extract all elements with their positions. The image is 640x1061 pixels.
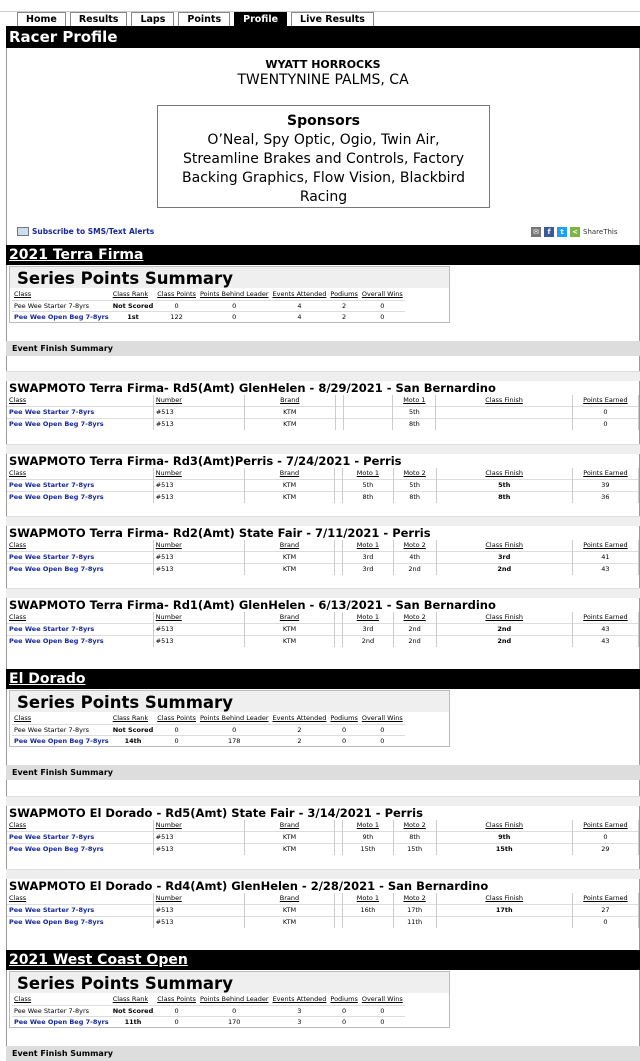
table-cell: 8th <box>393 418 436 430</box>
table-cell: 15th <box>393 843 436 855</box>
table-cell: 17th <box>393 904 436 916</box>
table-cell: 2 <box>271 735 329 746</box>
table-cell: #513 <box>153 563 244 575</box>
table-cell: 2nd <box>436 635 572 647</box>
series-points-heading: Series Points Summary <box>10 267 449 288</box>
table-row <box>12 724 405 735</box>
event-result <box>6 869 640 928</box>
table-cell: 43 <box>572 563 638 575</box>
event-result <box>6 516 640 575</box>
table-cell: 0 <box>328 724 359 735</box>
event-result <box>6 371 640 430</box>
series-points-table <box>12 993 405 1027</box>
event-finish-summary-heading: Event Finish Summary <box>6 765 640 780</box>
table-cell: 9th <box>343 831 394 843</box>
column-header: Class <box>7 612 153 623</box>
table-row <box>7 563 639 575</box>
table-cell: 2nd <box>393 623 436 635</box>
column-header: Number <box>153 468 244 479</box>
column-header: Class <box>7 468 153 479</box>
table-cell: #513 <box>153 491 244 503</box>
table-row <box>12 300 405 311</box>
event-result <box>6 444 640 503</box>
table-cell: 2nd <box>436 563 572 575</box>
table-cell: 4th <box>393 551 436 563</box>
column-header: Number <box>153 395 244 406</box>
table-cell: 5th <box>343 479 394 491</box>
column-header: Class <box>7 395 153 406</box>
table-cell: 2nd <box>343 635 394 647</box>
table-cell: 0 <box>328 1005 359 1016</box>
column-header <box>335 395 343 406</box>
series-points-table <box>12 288 405 322</box>
sms-subscribe-label: Subscribe to SMS/Text Alerts <box>32 227 155 236</box>
event-divider <box>6 588 640 598</box>
table-cell: 8th <box>393 831 436 843</box>
column-header: Number <box>153 893 244 904</box>
series-points-heading: Series Points Summary <box>10 972 449 993</box>
table-cell: KTM <box>244 418 335 430</box>
table-cell <box>335 843 343 855</box>
table-cell: 11th <box>111 1016 156 1027</box>
sponsors-heading: Sponsors <box>287 113 360 129</box>
event-results-table <box>7 468 639 503</box>
column-header: Class <box>14 289 32 298</box>
table-header-row <box>12 712 405 724</box>
series-heading[interactable]: 2021 West Coast Open <box>6 950 640 970</box>
table-cell: #513 <box>153 831 244 843</box>
racer-hometown: TWENTYNINE PALMS, CA <box>237 72 409 88</box>
table-cell: 178 <box>198 735 271 746</box>
table-cell: 0 <box>198 311 271 322</box>
class-link[interactable]: Pee Wee Starter 7-8yrs <box>7 904 153 916</box>
column-header: Overall Wins <box>361 994 403 1003</box>
table-row <box>7 843 639 855</box>
table-cell: KTM <box>244 843 335 855</box>
column-header: Class <box>7 540 153 551</box>
table-cell: 0 <box>155 1005 198 1016</box>
phone-icon <box>17 227 29 236</box>
column-header: Class Finish <box>436 612 572 623</box>
email-icon[interactable]: ✉ <box>531 227 541 237</box>
column-header: Class Finish <box>436 395 573 406</box>
table-cell <box>436 406 573 418</box>
table-cell: 2 <box>328 300 359 311</box>
column-header: Class Rank <box>112 289 149 298</box>
table-cell: 0 <box>572 406 638 418</box>
event-divider <box>6 371 640 381</box>
event-result <box>6 588 640 647</box>
table-cell: 2nd <box>393 635 436 647</box>
table-cell: 3 <box>271 1016 329 1027</box>
table-cell <box>335 406 343 418</box>
sharethis-icon[interactable]: < <box>570 227 580 237</box>
class-name: Pee Wee Starter 7-8yrs <box>12 1005 111 1016</box>
table-cell: 2 <box>328 311 359 322</box>
table-cell: 0 <box>572 916 638 928</box>
column-header: Class <box>7 893 153 904</box>
table-row <box>7 623 639 635</box>
class-link[interactable]: Pee Wee Open Beg 7-8yrs <box>7 418 153 430</box>
table-cell: 5th <box>393 479 436 491</box>
column-header: Moto 1 <box>343 540 394 551</box>
sponsors-list: O’Neal, Spy Optic, Ogio, Twin Air, Streamline Brakes and Controls, Factory Backing Graphics, Flow Vision, Blackbird Racing <box>182 132 465 205</box>
table-cell: 5th <box>436 479 572 491</box>
column-header: Moto 1 <box>343 612 394 623</box>
column-header: Points Earned <box>572 820 638 831</box>
class-link[interactable]: Pee Wee Starter 7-8yrs <box>7 551 153 563</box>
class-link[interactable]: Pee Wee Open Beg 7-8yrs <box>7 843 153 855</box>
table-cell: 8th <box>393 491 436 503</box>
table-cell: Not Scored <box>112 725 154 734</box>
table-cell: KTM <box>244 904 335 916</box>
table-cell: 27 <box>572 904 638 916</box>
column-header: Points Earned <box>572 468 638 479</box>
series-heading[interactable]: El Dorado <box>6 669 640 689</box>
table-cell: 41 <box>572 551 638 563</box>
table-cell: 16th <box>343 904 394 916</box>
table-cell: 14th <box>111 735 156 746</box>
table-cell: 43 <box>572 623 638 635</box>
table-cell: 8th <box>343 491 394 503</box>
table-header-row <box>7 612 639 623</box>
table-cell: 0 <box>198 1005 271 1016</box>
column-header: Points Behind Leader <box>199 713 269 722</box>
table-cell <box>335 418 343 430</box>
table-header-row <box>7 468 639 479</box>
column-header: Overall Wins <box>361 289 403 298</box>
event-results-table <box>7 395 639 430</box>
table-cell: 3 <box>271 1005 329 1016</box>
column-header: Points Behind Leader <box>199 994 269 1003</box>
column-header: Class Points <box>157 713 196 722</box>
table-cell: 0 <box>360 311 405 322</box>
column-header: Brand <box>244 820 335 831</box>
table-cell: 0 <box>155 300 198 311</box>
table-cell: 11th <box>393 916 436 928</box>
column-header: Moto 2 <box>393 612 436 623</box>
table-cell: #513 <box>153 916 244 928</box>
event-title: SWAPMOTO El Dorado - Rd4(Amt) GlenHelen - 2/28/2021 - San Bernardino <box>9 879 489 893</box>
table-cell: 29 <box>572 843 638 855</box>
table-row <box>12 1016 405 1027</box>
table-row <box>7 551 639 563</box>
table-cell <box>343 418 393 430</box>
class-link[interactable]: Pee Wee Open Beg 7-8yrs <box>7 916 153 928</box>
table-cell <box>343 406 393 418</box>
table-cell: 15th <box>343 843 394 855</box>
racer-name: WYATT HORROCKS <box>265 58 381 71</box>
table-cell <box>335 635 343 647</box>
table-cell: 4 <box>271 311 329 322</box>
column-header <box>335 540 343 551</box>
table-cell: 43 <box>572 635 638 647</box>
table-cell: 0 <box>328 735 359 746</box>
tab-points[interactable]: Points <box>178 12 230 27</box>
class-name: Pee Wee Starter 7-8yrs <box>12 300 111 311</box>
series-points-summary <box>9 266 450 323</box>
table-cell <box>335 904 343 916</box>
table-cell: 9th <box>436 831 572 843</box>
column-header: Points Earned <box>572 893 638 904</box>
table-cell: 3rd <box>343 623 394 635</box>
event-finish-summary-heading: Event Finish Summary <box>6 1046 640 1061</box>
table-cell: KTM <box>244 831 335 843</box>
table-cell <box>335 491 343 503</box>
table-cell: 3rd <box>343 563 394 575</box>
table-cell: 3rd <box>436 551 572 563</box>
sms-subscribe-link[interactable] <box>17 227 154 236</box>
column-header <box>335 612 343 623</box>
column-header: Class <box>7 820 153 831</box>
table-cell: #513 <box>153 843 244 855</box>
tab-profile[interactable]: Profile <box>234 12 287 27</box>
class-name[interactable]: Pee Wee Open Beg 7-8yrs <box>14 312 109 321</box>
table-cell: #513 <box>153 551 244 563</box>
table-cell: 36 <box>572 491 638 503</box>
column-header <box>343 395 393 406</box>
event-title: SWAPMOTO Terra Firma- Rd1(Amt) GlenHelen - 6/13/2021 - San Bernardino <box>9 598 496 612</box>
event-results-table <box>7 540 639 575</box>
table-cell: 0 <box>572 831 638 843</box>
series-points-summary <box>9 690 450 747</box>
column-header: Brand <box>244 395 335 406</box>
table-row <box>7 904 639 916</box>
column-header: Class Points <box>157 994 196 1003</box>
table-cell: 0 <box>155 1016 198 1027</box>
column-header: Events Attended <box>272 994 327 1003</box>
table-cell: 0 <box>360 735 405 746</box>
table-row <box>7 491 639 503</box>
class-link[interactable]: Pee Wee Starter 7-8yrs <box>7 406 153 418</box>
series-heading[interactable]: 2021 Terra Firma <box>6 245 640 265</box>
table-cell: #513 <box>153 904 244 916</box>
column-header: Moto 1 <box>343 468 394 479</box>
column-header: Podiums <box>330 994 358 1003</box>
event-finish-summary-heading: Event Finish Summary <box>6 341 640 356</box>
column-header: Moto 2 <box>393 540 436 551</box>
table-row <box>7 406 639 418</box>
column-header: Events Attended <box>272 713 327 722</box>
table-cell: #513 <box>153 623 244 635</box>
event-title: SWAPMOTO El Dorado - Rd5(Amt) State Fair - 3/14/2021 - Perris <box>9 806 423 820</box>
table-cell <box>436 916 572 928</box>
twitter-icon[interactable]: t <box>557 227 567 237</box>
column-header: Moto 2 <box>393 893 436 904</box>
series-points-summary <box>9 971 450 1028</box>
table-cell: 39 <box>572 479 638 491</box>
event-results-table <box>7 612 639 647</box>
column-header: Brand <box>244 468 335 479</box>
table-cell: KTM <box>244 491 335 503</box>
class-link[interactable]: Pee Wee Starter 7-8yrs <box>7 831 153 843</box>
table-cell <box>335 623 343 635</box>
column-header: Brand <box>244 612 335 623</box>
tab-results[interactable]: Results <box>70 12 128 27</box>
table-row <box>12 311 405 322</box>
column-header: Class Finish <box>436 893 572 904</box>
series-points-table <box>12 712 405 746</box>
table-cell: KTM <box>244 479 335 491</box>
table-cell: #513 <box>153 635 244 647</box>
column-header: Class Finish <box>436 820 572 831</box>
table-cell: 122 <box>155 311 198 322</box>
column-header: Class Rank <box>112 994 149 1003</box>
table-cell: #513 <box>153 418 244 430</box>
table-cell: 0 <box>360 1016 405 1027</box>
table-cell: #513 <box>153 406 244 418</box>
table-cell: 0 <box>328 1016 359 1027</box>
event-divider <box>6 796 640 806</box>
nav-tabs <box>17 12 374 27</box>
table-cell: 3rd <box>343 551 394 563</box>
table-cell <box>335 831 343 843</box>
page-title: Racer Profile <box>6 26 640 48</box>
table-cell: 1st <box>111 311 156 322</box>
table-cell: 15th <box>436 843 572 855</box>
table-cell: KTM <box>244 623 335 635</box>
table-cell: 2nd <box>436 623 572 635</box>
event-title: SWAPMOTO Terra Firma- Rd2(Amt) State Fair - 7/11/2021 - Perris <box>9 526 431 540</box>
class-link[interactable]: Pee Wee Starter 7-8yrs <box>7 479 153 491</box>
table-cell: KTM <box>244 916 335 928</box>
column-header: Podiums <box>330 713 358 722</box>
class-name[interactable]: Pee Wee Open Beg 7-8yrs <box>14 1017 109 1026</box>
column-header: Brand <box>244 540 335 551</box>
event-results-table <box>7 893 639 928</box>
table-header-row <box>7 540 639 551</box>
table-cell: 0 <box>572 418 638 430</box>
table-cell: 0 <box>360 1005 405 1016</box>
table-cell: 0 <box>360 300 405 311</box>
table-cell <box>335 916 343 928</box>
column-header: Class Points <box>157 289 196 298</box>
table-cell: 5th <box>393 406 436 418</box>
facebook-icon[interactable]: f <box>544 227 554 237</box>
table-cell: #513 <box>153 479 244 491</box>
table-row <box>7 831 639 843</box>
table-cell: Not Scored <box>112 1006 154 1015</box>
class-name: Pee Wee Starter 7-8yrs <box>12 724 111 735</box>
column-header: Brand <box>244 893 335 904</box>
column-header: Class <box>14 713 32 722</box>
column-header: Points Earned <box>572 540 638 551</box>
table-cell: 0 <box>155 735 198 746</box>
table-cell: 17th <box>436 904 572 916</box>
column-header: Points Earned <box>572 612 638 623</box>
table-cell: 0 <box>155 724 198 735</box>
table-cell: 2nd <box>393 563 436 575</box>
table-cell: 0 <box>198 724 271 735</box>
table-row <box>7 916 639 928</box>
class-link[interactable]: Pee Wee Open Beg 7-8yrs <box>7 635 153 647</box>
column-header: Events Attended <box>272 289 327 298</box>
share-bar <box>531 227 618 237</box>
table-cell <box>436 418 573 430</box>
table-cell: KTM <box>244 406 335 418</box>
table-cell <box>343 916 394 928</box>
table-row <box>12 1005 405 1016</box>
column-header: Number <box>153 820 244 831</box>
series-points-heading: Series Points Summary <box>10 691 449 712</box>
table-cell: KTM <box>244 551 335 563</box>
event-results-table <box>7 820 639 855</box>
table-cell: 2 <box>271 724 329 735</box>
column-header: Class <box>14 994 32 1003</box>
table-cell: 0 <box>360 724 405 735</box>
tab-laps[interactable]: Laps <box>131 12 174 27</box>
table-cell <box>335 563 343 575</box>
event-result <box>6 796 640 855</box>
tab-live-results[interactable]: Live Results <box>291 12 374 27</box>
table-header-row <box>7 395 639 406</box>
column-header: Number <box>153 612 244 623</box>
event-divider <box>6 516 640 526</box>
table-cell <box>335 479 343 491</box>
top-border <box>0 0 640 12</box>
table-cell: Not Scored <box>112 301 154 310</box>
table-header-row <box>7 893 639 904</box>
table-cell: 8th <box>436 491 572 503</box>
column-header: Moto 1 <box>343 893 394 904</box>
column-header: Moto 1 <box>343 820 394 831</box>
table-row <box>7 635 639 647</box>
column-header <box>335 893 343 904</box>
table-cell: KTM <box>244 635 335 647</box>
table-row <box>7 479 639 491</box>
table-cell <box>335 551 343 563</box>
table-header-row <box>12 288 405 300</box>
event-divider <box>6 869 640 879</box>
column-header: Moto 2 <box>393 468 436 479</box>
class-link[interactable]: Pee Wee Open Beg 7-8yrs <box>7 563 153 575</box>
sponsors-box <box>157 105 490 208</box>
class-name[interactable]: Pee Wee Open Beg 7-8yrs <box>14 736 109 745</box>
table-cell: 170 <box>198 1016 271 1027</box>
class-link[interactable]: Pee Wee Starter 7-8yrs <box>7 623 153 635</box>
column-header: Moto 2 <box>393 820 436 831</box>
column-header: Podiums <box>330 289 358 298</box>
table-cell: 4 <box>271 300 329 311</box>
table-row <box>7 418 639 430</box>
column-header: Class Rank <box>112 713 149 722</box>
class-link[interactable]: Pee Wee Open Beg 7-8yrs <box>7 491 153 503</box>
table-header-row <box>12 993 405 1005</box>
table-row <box>12 735 405 746</box>
event-divider <box>6 444 640 454</box>
column-header <box>335 820 343 831</box>
column-header: Number <box>153 540 244 551</box>
sharethis-label[interactable]: ShareThis <box>583 228 618 236</box>
column-header: Class Finish <box>436 540 572 551</box>
column-header: Overall Wins <box>361 713 403 722</box>
table-cell: 0 <box>198 300 271 311</box>
event-title: SWAPMOTO Terra Firma- Rd5(Amt) GlenHelen - 8/29/2021 - San Bernardino <box>9 381 496 395</box>
table-header-row <box>7 820 639 831</box>
event-title: SWAPMOTO Terra Firma- Rd3(Amt)Perris - 7/24/2021 - Perris <box>9 454 402 468</box>
column-header: Points Behind Leader <box>199 289 269 298</box>
table-cell: KTM <box>244 563 335 575</box>
tab-home[interactable]: Home <box>17 12 66 27</box>
column-header: Class Finish <box>436 468 572 479</box>
column-header: Moto 1 <box>393 395 436 406</box>
column-header: Points Earned <box>572 395 638 406</box>
column-header <box>335 468 343 479</box>
